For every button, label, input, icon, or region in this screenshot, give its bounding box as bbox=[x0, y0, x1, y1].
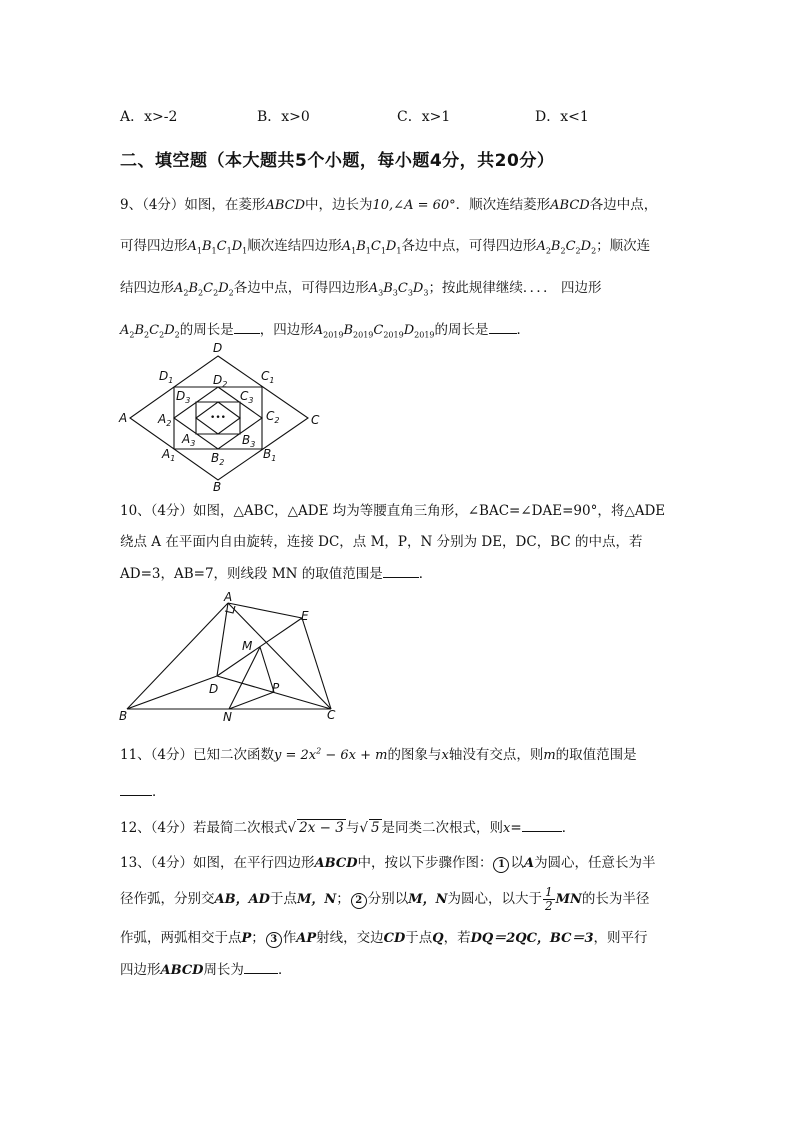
q13-text: 为圆心，以大于 bbox=[447, 891, 542, 907]
label-A2: $A_2$ bbox=[158, 412, 172, 428]
q9-text: 各边中点，可得四边形 bbox=[233, 280, 369, 296]
q9-text: ．顺次连结菱形 bbox=[455, 197, 551, 213]
math-MN: MN bbox=[555, 892, 582, 907]
label-D3: $D_3$ bbox=[176, 389, 191, 405]
q11-line2 bbox=[120, 780, 166, 800]
label-A: A bbox=[119, 411, 128, 425]
q10-line2: 绕点 A 在平面内自由旋转，连接 DC，点 M，P，N 分别为 DE，DC，BC 的中点，若 bbox=[120, 534, 643, 550]
seg-AD bbox=[217, 603, 228, 676]
q13-line2 bbox=[120, 886, 649, 913]
center-dots: ••• bbox=[210, 413, 226, 423]
q9-text: ，四边形 bbox=[259, 322, 314, 338]
q13-text: 分别以 bbox=[367, 891, 409, 907]
q12-text: = bbox=[510, 820, 522, 836]
q13-text: 13、（4分）如图，在平行四边形 bbox=[120, 855, 315, 871]
label-C: C bbox=[311, 413, 320, 427]
q9-text: 结四边形 bbox=[120, 280, 174, 296]
q9-text: ；顺次连 bbox=[596, 238, 651, 254]
q12-text: 是同类二次根式，则 bbox=[381, 820, 504, 836]
q13-text: 为圆心，任意长为半 bbox=[534, 855, 656, 871]
seg-BD bbox=[127, 676, 217, 709]
label-D: D bbox=[213, 341, 223, 355]
math-m: m bbox=[543, 748, 556, 763]
q10-line1: 10、（4分）如图，△ABC，△ADE 均为等腰直角三角形，∠BAC=∠DAE=90°，将△ADE bbox=[120, 503, 666, 519]
q9-text: 9、（4分）如图，在菱形 bbox=[120, 197, 266, 213]
answer-blank[interactable] bbox=[383, 565, 419, 578]
math-P: P bbox=[241, 931, 252, 946]
q13-line4 bbox=[120, 958, 291, 978]
seg-AE bbox=[228, 603, 302, 618]
q12-text: 与 bbox=[345, 820, 360, 836]
q13-text: 径作弧，分别交 bbox=[120, 891, 215, 907]
step-2-marker: 2 bbox=[351, 893, 367, 909]
math-CD: CD bbox=[383, 931, 406, 946]
label-A3: $A_3$ bbox=[182, 432, 196, 448]
q11-line1 bbox=[120, 743, 637, 763]
label-C3: $C_3$ bbox=[240, 389, 254, 405]
q9-text: 中，边长为 bbox=[305, 197, 373, 213]
option-b: B．x>0 bbox=[257, 109, 310, 125]
label-B2: $B_2$ bbox=[211, 451, 225, 467]
answer-blank[interactable] bbox=[489, 321, 517, 334]
q10-line3 bbox=[120, 562, 432, 582]
q10-text: ． bbox=[418, 566, 433, 582]
label-E: E bbox=[301, 609, 309, 623]
answer-blank[interactable] bbox=[120, 783, 152, 796]
step-3-marker: 3 bbox=[266, 932, 282, 948]
label-C: C bbox=[327, 708, 336, 722]
label-B: B bbox=[213, 480, 222, 494]
q11-text: 轴没有交点，则 bbox=[448, 747, 544, 763]
q12-text: ． bbox=[561, 820, 576, 836]
label-B3: $B_3$ bbox=[242, 433, 256, 449]
q13-text: ，若 bbox=[443, 930, 471, 946]
q13-text: ； bbox=[251, 930, 265, 946]
math-A2B2C2D2: $A_2B_2C_2D_2$ bbox=[174, 281, 234, 298]
q13-text: 四边形 bbox=[120, 962, 161, 978]
q10-text: AD=3，AB=7，则线段 MN 的取值范围是 bbox=[120, 566, 383, 582]
label-D2: $D_2$ bbox=[213, 373, 228, 389]
q9-abcd: ABCD bbox=[265, 198, 305, 213]
q13-text: ，则平行 bbox=[593, 930, 648, 946]
q9-text: 的周长是 bbox=[434, 322, 489, 338]
q9-abcd: ABCD bbox=[550, 198, 590, 213]
fraction-half bbox=[543, 886, 555, 913]
radical-2: √ 5 bbox=[359, 820, 380, 836]
math-x: x bbox=[441, 748, 449, 763]
math-Q: Q bbox=[432, 931, 444, 946]
label-A: A bbox=[224, 590, 233, 604]
q13-text: 于点 bbox=[405, 930, 433, 946]
label-D1: $D_1$ bbox=[159, 369, 174, 385]
q13-text: ； bbox=[336, 891, 350, 907]
option-d: D．x<1 bbox=[535, 109, 589, 125]
seg-AC bbox=[228, 603, 331, 709]
q13-text: 射线，交边 bbox=[316, 930, 384, 946]
math-A2B2C2D2: $A_2B_2C_2D_2$ bbox=[120, 323, 180, 340]
q9-text: 各边中点，可得四边形 bbox=[401, 238, 537, 254]
q9-line4 bbox=[120, 318, 530, 340]
label-B: B bbox=[119, 709, 128, 723]
q9-line3 bbox=[120, 276, 601, 298]
q9-text: 顺次连结四边形 bbox=[247, 238, 342, 254]
label-P: P bbox=[272, 681, 280, 695]
label-N: N bbox=[223, 710, 232, 724]
fraction-numerator: 1 bbox=[545, 885, 553, 899]
q9-text: 可得四边形 bbox=[120, 238, 188, 254]
q13-line1 bbox=[120, 851, 656, 873]
math-quadratic: $y = 2x^2 - 6x + m$ bbox=[274, 746, 388, 763]
math-AP: AP bbox=[296, 931, 317, 946]
q9-text: ；按此规律继续．．．． 四边形 bbox=[428, 280, 602, 296]
math-A1B1C1D1: $A_1B_1C_1D_1$ bbox=[341, 239, 402, 256]
q9-text: 各边中点， bbox=[589, 197, 658, 213]
math-x: x bbox=[503, 821, 511, 836]
answer-blank[interactable] bbox=[244, 961, 278, 974]
answer-blank[interactable] bbox=[522, 819, 562, 832]
q9-angle: 10,∠A = 60° bbox=[372, 198, 456, 213]
q13-text: 以 bbox=[510, 855, 524, 871]
label-B1: $B_1$ bbox=[263, 447, 277, 463]
math-A: A bbox=[523, 856, 535, 871]
math-A1B1C1D1: $A_1B_1C_1D_1$ bbox=[187, 239, 248, 256]
label-D: D bbox=[209, 682, 219, 696]
q13-text: 的长为半径 bbox=[581, 891, 650, 907]
q12-line1 bbox=[120, 816, 575, 836]
math-abcd: ABCD bbox=[160, 963, 204, 978]
label-M: M bbox=[242, 639, 253, 653]
math-mn: M，N bbox=[408, 892, 448, 907]
q11-text: 的取值范围是 bbox=[555, 747, 637, 763]
seg-EC bbox=[302, 618, 331, 709]
math-A3B3C3D3: $A_3B_3C_3D_3$ bbox=[368, 281, 429, 298]
math-A2B2C2D2: $A_2B_2C_2D_2$ bbox=[536, 239, 597, 256]
q13-text: ． bbox=[277, 962, 292, 978]
option-c: C．x>1 bbox=[397, 109, 451, 125]
q13-text: 于点 bbox=[269, 891, 297, 907]
q13-line3 bbox=[120, 926, 648, 948]
q13-text: 作 bbox=[282, 930, 297, 946]
math-A2019B2019C2019D2019: $A_{2019}B_{2019}C_{2019}D_{2019}$ bbox=[313, 323, 435, 340]
section-title: 二、填空题（本大题共5个小题，每小题4分，共20分） bbox=[120, 151, 555, 171]
q11-text: ． bbox=[152, 784, 166, 800]
q9-line1 bbox=[120, 193, 657, 213]
fraction-denominator: 2 bbox=[545, 899, 553, 913]
q11-text: 11、（4分）已知二次函数 bbox=[120, 747, 275, 763]
math-mn: M，N bbox=[296, 892, 337, 907]
q9-text: 的周长是 bbox=[179, 322, 234, 338]
option-a: A．x>-2 bbox=[120, 109, 178, 125]
math-ab-ad: AB，AD bbox=[214, 892, 270, 907]
answer-blank[interactable] bbox=[234, 321, 260, 334]
label-C1: $C_1$ bbox=[261, 369, 275, 385]
seg-MN bbox=[229, 647, 260, 709]
q13-text: 周长为 bbox=[203, 962, 244, 978]
rhombus-figure bbox=[115, 340, 330, 495]
triangles-figure bbox=[115, 590, 345, 725]
radicand-1: 2x − 3 bbox=[299, 820, 344, 836]
math-condition: DQ＝2QC，BC＝3 bbox=[470, 931, 594, 946]
q13-text: 中，按以下步骤作图： bbox=[357, 855, 493, 871]
step-1-marker: 1 bbox=[493, 857, 509, 873]
q13-text: 作弧，两弧相交于点 bbox=[120, 930, 242, 946]
options-row bbox=[120, 106, 680, 130]
q9-text: ． bbox=[516, 322, 530, 338]
radicand-2: 5 bbox=[370, 820, 380, 836]
q9-line2 bbox=[120, 234, 650, 256]
math-abcd: ABCD bbox=[314, 856, 358, 871]
q12-text: 12、（4分）若最简二次根式 bbox=[120, 820, 288, 836]
label-A1: $A_1$ bbox=[162, 447, 176, 463]
radical-1: √ 2x − 3 bbox=[287, 820, 344, 836]
label-C2: $C_2$ bbox=[266, 409, 280, 425]
q11-text: 的图象与 bbox=[387, 747, 442, 763]
